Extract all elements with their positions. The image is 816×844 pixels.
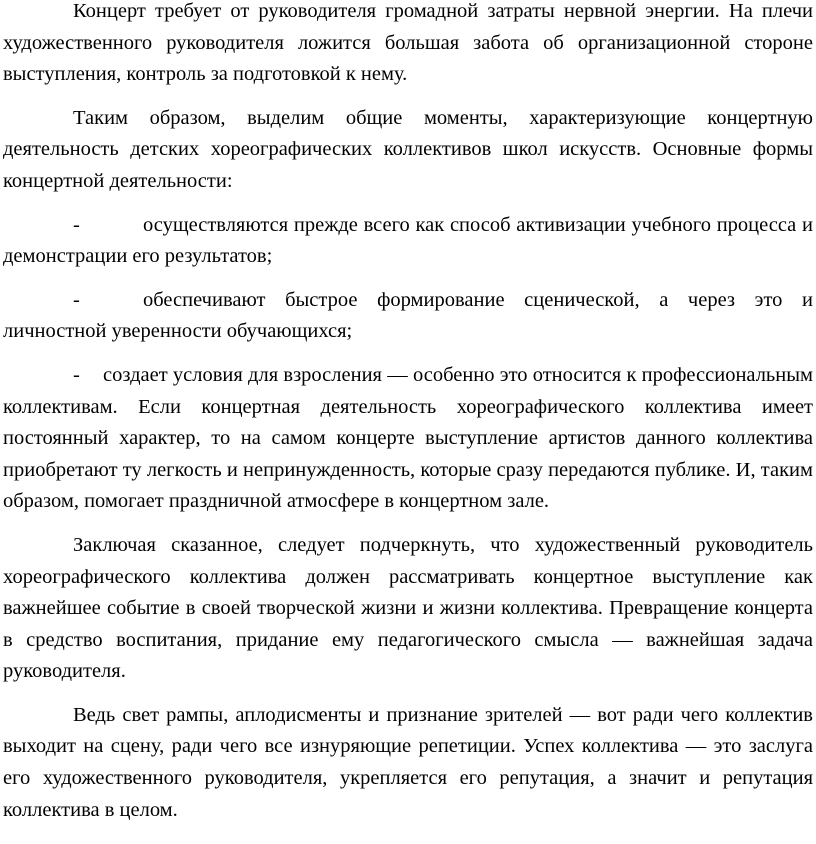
- paragraph-concert-demands: Концерт требует от руководителя громадной затраты нервной энергии. На плечи художественного руководителя ложится большая забота об организационной стороне выступления, контроль за подготовкой к нему.: [3, 0, 813, 86]
- list-item-marker: -: [73, 213, 80, 236]
- list-item-text: обеспечивают быстрое формирование сценической, а через это и личностной уверенности обучающихся;: [3, 288, 813, 343]
- list-item-growth-conditions: [3, 360, 813, 518]
- list-item-stage-confidence: [3, 285, 813, 348]
- list-item-marker: -: [73, 288, 80, 311]
- list-item-marker: -: [73, 363, 80, 386]
- list-item-text: создает условия для взросления — особенно это относится к профессиональным коллективам. Если концертная деятельность хореографического коллектива имеет постоянный характер, то на самом концерте выступление артистов данного коллектива приобретают ту легкость и непринужденность, которые сразу передаются публике. И, таким образом, помогает праздничной атмосфере в концертном зале.: [3, 363, 813, 513]
- paragraph-common-aspects: Таким образом, выделим общие моменты, характеризующие концертную деятельность детских хореографических коллективов школ искусств. Основные формы концертной деятельности:: [3, 106, 813, 192]
- list-item-text: осуществляются прежде всего как способ активизации учебного процесса и демонстрации его результатов;: [3, 213, 813, 268]
- list-item-learning-activation: [3, 210, 813, 273]
- paragraph-stage-lights: Ведь свет рампы, аплодисменты и признание зрителей — вот ради чего коллектив выходит на сцену, ради чего все изнуряющие репетиции. Успех коллектива — это заслуга его художественного руководителя, укрепляется его репутация, а значит и репутация коллектива в целом.: [3, 703, 813, 821]
- paragraph-conclusion: Заключая сказанное, следует подчеркнуть, что художественный руководитель хореографического коллектива должен рассматривать концертное выступление как важнейшее событие в своей творческой жизни и жизни коллектива. Превращение концерта в средство воспитания, придание ему педагогического смысла — важнейшая задача руководителя.: [3, 533, 813, 683]
